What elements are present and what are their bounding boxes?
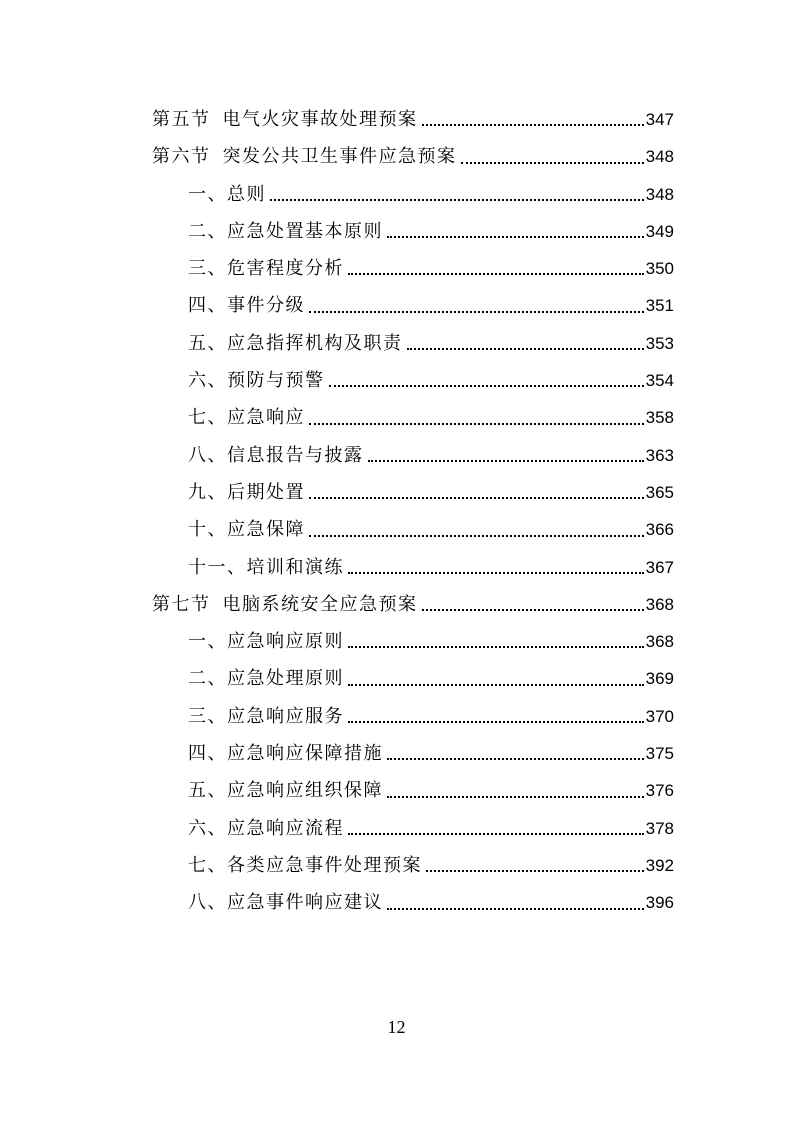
toc-entry-title: 五、应急指挥机构及职责	[188, 332, 403, 354]
toc-page-number: 354	[645, 371, 674, 391]
toc-page-number: 375	[645, 744, 674, 764]
toc-entry-label	[152, 138, 457, 175]
toc-entry[interactable]	[152, 399, 674, 436]
toc-entry-label	[152, 101, 418, 138]
toc-dot-leader	[426, 870, 644, 872]
toc-entry-title: 电脑系统安全应急预案	[222, 593, 418, 615]
toc-dot-leader	[309, 497, 644, 499]
toc-entry-label	[188, 437, 364, 474]
toc-entry-title: 四、应急响应保障措施	[188, 743, 383, 765]
toc-dot-leader	[348, 721, 644, 723]
toc-page-number: 369	[645, 669, 674, 689]
toc-dot-leader	[348, 646, 644, 648]
toc-dot-leader	[348, 273, 644, 275]
toc-entry-title: 二、应急处置基本原则	[188, 220, 383, 242]
toc-entry[interactable]	[152, 437, 674, 474]
toc-entry-label	[188, 623, 344, 660]
toc-entry-label	[188, 362, 325, 399]
toc-page-number: 368	[645, 632, 674, 652]
toc-dot-leader	[329, 385, 644, 387]
toc-entry-title: 七、各类应急事件处理预案	[188, 854, 422, 876]
toc-entry-label	[188, 325, 403, 362]
toc-entry-label	[188, 287, 305, 324]
toc-dot-leader	[407, 348, 644, 350]
toc-entry-label	[188, 549, 344, 586]
toc-page-number: 363	[645, 445, 674, 465]
toc-entry-title: 一、应急响应原则	[188, 631, 344, 653]
toc-entry-label	[188, 847, 422, 884]
toc-entry-title: 四、事件分级	[188, 295, 305, 317]
toc-entry-title: 八、应急事件响应建议	[188, 892, 383, 914]
toc-dot-leader	[387, 758, 644, 760]
toc-page-number: 358	[645, 408, 674, 428]
toc-entry-label	[152, 586, 418, 623]
toc-page-number: 366	[645, 520, 674, 540]
toc-page-number: 376	[645, 781, 674, 801]
toc-entry-label	[188, 698, 344, 735]
toc-entry-label	[188, 772, 383, 809]
toc-page-number: 347	[645, 110, 674, 129]
toc-entry[interactable]	[152, 250, 674, 287]
toc-entry[interactable]	[152, 213, 674, 250]
toc-entry-title: 六、预防与预警	[188, 370, 325, 392]
toc-entry-title: 八、信息报告与披露	[188, 444, 364, 466]
toc-entry-label	[188, 660, 344, 697]
toc-entry[interactable]	[152, 884, 674, 921]
toc-dot-leader	[422, 609, 644, 611]
toc-entry-label	[188, 810, 344, 847]
toc-entry[interactable]	[152, 287, 674, 324]
toc-dot-leader	[368, 460, 644, 462]
toc-dot-leader	[387, 796, 644, 798]
toc-entry-label	[188, 474, 305, 511]
toc-entry[interactable]	[152, 698, 674, 735]
toc-entry-title: 六、应急响应流程	[188, 817, 344, 839]
toc-entry-title: 十一、培训和演练	[188, 556, 344, 578]
toc-dot-leader	[348, 684, 644, 686]
toc-page-number: 368	[645, 594, 674, 614]
toc-dot-leader	[309, 311, 644, 313]
toc-entry-label	[188, 176, 266, 213]
toc-section-number: 第五节	[152, 109, 211, 130]
toc-dot-leader	[348, 833, 644, 835]
toc-entry-title: 突发公共卫生事件应急预案	[222, 146, 457, 168]
toc-page-number: 349	[645, 221, 674, 241]
toc-dot-leader	[309, 423, 644, 425]
toc-entry[interactable]	[152, 549, 674, 586]
toc-dot-leader	[309, 535, 644, 537]
toc-entry[interactable]	[152, 176, 674, 213]
toc-page-number: 365	[645, 482, 674, 502]
toc-entry[interactable]	[152, 325, 674, 362]
toc-dot-leader	[348, 572, 644, 574]
toc-section-number: 第六节	[152, 146, 211, 168]
toc-entry-label	[188, 735, 383, 772]
toc-entry-title: 七、应急响应	[188, 407, 305, 429]
toc-dot-leader	[387, 236, 644, 238]
toc-dot-leader	[461, 162, 644, 164]
toc-page-number: 367	[645, 557, 674, 577]
toc-entry[interactable]	[152, 735, 674, 772]
toc-page-number: 353	[645, 333, 674, 353]
toc-entry[interactable]	[152, 138, 674, 175]
toc-entry-title: 三、应急响应服务	[188, 705, 344, 727]
toc-dot-leader	[387, 908, 644, 910]
toc-entry[interactable]	[152, 586, 674, 623]
toc-entry[interactable]	[152, 847, 674, 884]
toc-entry[interactable]	[152, 101, 674, 138]
toc-page-number: 378	[645, 818, 674, 838]
toc-page-number: 370	[645, 706, 674, 726]
toc-entry[interactable]	[152, 511, 674, 548]
toc-entry-title: 九、后期处置	[188, 481, 305, 503]
toc-page-number: 351	[645, 296, 674, 316]
toc-entry-label	[188, 511, 305, 548]
toc-entry-label	[188, 399, 305, 436]
page-number: 12	[387, 1017, 406, 1037]
toc-entry[interactable]	[152, 772, 674, 809]
toc-page-number: 348	[645, 147, 674, 167]
toc-entry-title: 一、总则	[188, 183, 266, 205]
toc-entry[interactable]	[152, 623, 674, 660]
toc-entry-label	[188, 250, 344, 287]
toc-entry[interactable]	[152, 362, 674, 399]
toc-dot-leader	[422, 124, 644, 126]
toc-dot-leader	[270, 199, 644, 201]
table-of-contents	[152, 101, 674, 922]
toc-entry[interactable]	[152, 660, 674, 697]
toc-entry-title: 十、应急保障	[188, 519, 305, 541]
toc-entry-label	[188, 884, 383, 921]
toc-entry-title: 五、应急响应组织保障	[188, 780, 383, 802]
toc-entry-label	[188, 213, 383, 250]
toc-page-number: 348	[645, 184, 674, 204]
toc-entry[interactable]	[152, 810, 674, 847]
toc-entry[interactable]	[152, 474, 674, 511]
toc-section-number: 第七节	[152, 593, 211, 615]
toc-entry-title: 三、危害程度分析	[188, 258, 344, 280]
toc-page-number: 392	[645, 855, 674, 875]
toc-entry-title: 电气火灾事故处理预案	[222, 109, 418, 130]
toc-page-number: 396	[645, 893, 674, 913]
toc-entry-title: 二、应急处理原则	[188, 668, 344, 690]
toc-page-number: 350	[645, 259, 674, 279]
